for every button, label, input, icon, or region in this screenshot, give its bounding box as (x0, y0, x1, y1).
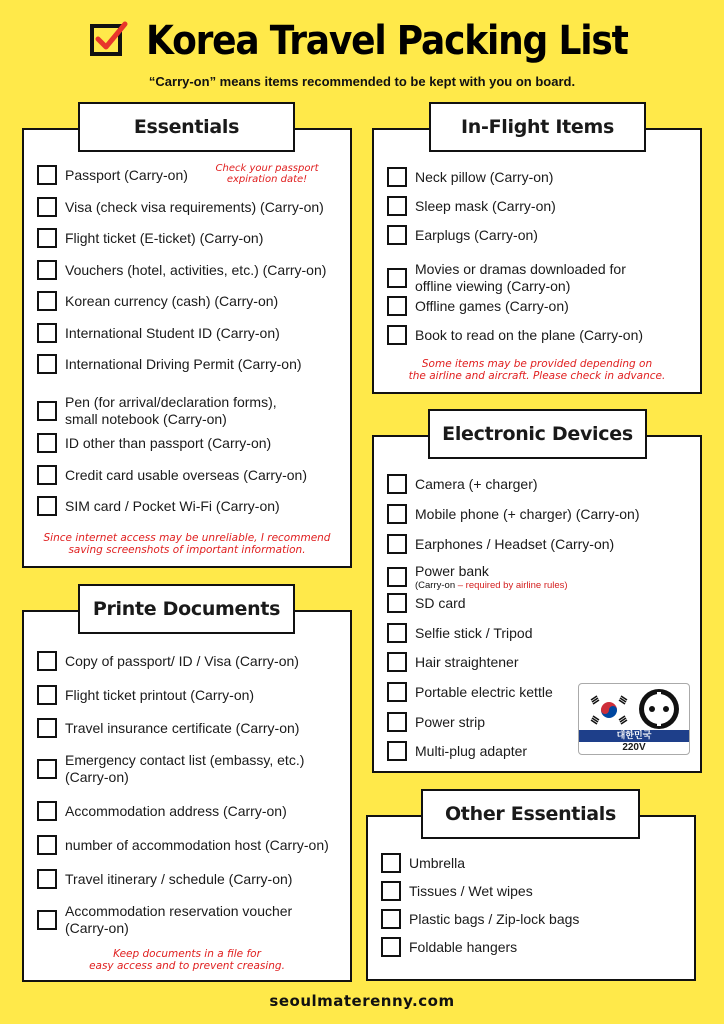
essentials-title: Essentials (78, 102, 295, 152)
item-label: Earphones / Headset (Carry-on) (415, 535, 615, 552)
korea-flag-icon (587, 694, 631, 726)
footer-website[interactable]: seoulmaterenny.com (269, 992, 455, 1010)
list-item[interactable] (381, 937, 694, 957)
essentials-panel (22, 128, 352, 568)
checkbox[interactable] (387, 325, 407, 345)
checkbox[interactable] (37, 401, 57, 421)
item-label: Visa (check visa requirements) (Carry-on) (65, 198, 324, 215)
list-item[interactable] (387, 261, 700, 295)
korea-country-label: 대한민국 (579, 730, 689, 742)
checkbox[interactable] (37, 291, 57, 311)
checkbox[interactable] (387, 593, 407, 613)
list-item[interactable] (37, 197, 350, 217)
checkbox[interactable] (381, 881, 401, 901)
checkbox[interactable] (37, 433, 57, 453)
list-item[interactable] (37, 291, 350, 311)
item-label: International Student ID (Carry-on) (65, 324, 280, 341)
checkbox[interactable] (387, 268, 407, 288)
checkbox[interactable] (387, 474, 407, 494)
checkbox[interactable] (37, 165, 57, 185)
checkbox[interactable] (387, 167, 407, 187)
item-label: Camera (+ charger) (415, 475, 538, 492)
list-item[interactable] (37, 228, 350, 248)
korea-plug-card (578, 683, 690, 755)
checkbox[interactable] (387, 623, 407, 643)
item-label: Plastic bags / Zip-lock bags (409, 910, 580, 927)
item-label: Offline games (Carry-on) (415, 297, 569, 314)
item-label: Korean currency (cash) (Carry-on) (65, 292, 279, 309)
item-label (415, 563, 568, 591)
list-item[interactable] (37, 260, 350, 280)
list-item[interactable] (387, 504, 700, 524)
item-label: Flight ticket printout (Carry-on) (65, 686, 255, 703)
checkbox[interactable] (381, 909, 401, 929)
checkbox[interactable] (37, 354, 57, 374)
list-item[interactable] (381, 909, 694, 929)
checkbox-checked-icon (90, 20, 128, 58)
item-label: Earplugs (Carry-on) (415, 226, 538, 243)
item-label: Sleep mask (Carry-on) (415, 197, 556, 214)
checkbox[interactable] (387, 682, 407, 702)
checkbox[interactable] (37, 759, 57, 779)
type-f-plug-icon (637, 687, 681, 731)
inflight-panel (372, 128, 702, 394)
item-label: Accommodation address (Carry-on) (65, 802, 287, 819)
item-label: ID other than passport (Carry-on) (65, 434, 272, 451)
item-label: Emergency contact list (embassy, etc.) (Carry-on) (65, 752, 305, 785)
documents-panel (22, 610, 352, 982)
list-item[interactable] (37, 496, 350, 516)
checkbox[interactable] (381, 937, 401, 957)
checkbox[interactable] (37, 685, 57, 705)
list-item[interactable] (387, 534, 700, 554)
item-label: Power strip (415, 713, 486, 730)
page-title: Korea Travel Packing List (146, 18, 628, 64)
electronics-title: Electronic Devices (428, 409, 647, 459)
item-label: Accommodation reservation voucher (Carry-on) (65, 903, 293, 936)
list-item[interactable] (37, 323, 350, 343)
power-bank-note-carry: (Carry-on (415, 580, 456, 591)
list-item[interactable] (37, 354, 350, 374)
voltage-label: 220V (622, 742, 646, 753)
item-label: Portable electric kettle (415, 683, 553, 700)
item-label: Passport (Carry-on) (65, 166, 188, 183)
list-item[interactable] (37, 835, 350, 855)
passport-callout: Check your passport expiration date! (215, 163, 319, 185)
page-subtitle: “Carry-on” means items recommended to be kept with you on board. (148, 74, 576, 89)
checkbox[interactable] (37, 496, 57, 516)
list-item[interactable] (37, 903, 350, 937)
list-item[interactable] (37, 685, 350, 705)
item-label: Mobile phone (+ charger) (Carry-on) (415, 505, 640, 522)
checkbox[interactable] (37, 323, 57, 343)
power-bank-note (415, 580, 568, 591)
checkbox[interactable] (37, 260, 57, 280)
documents-title: Printe Documents (78, 584, 295, 634)
checkbox[interactable] (37, 228, 57, 248)
checkbox[interactable] (37, 835, 57, 855)
list-item[interactable] (37, 801, 350, 821)
documents-note: Keep documents in a file for easy access and to prevent creasing. (89, 948, 285, 972)
list-item[interactable] (381, 881, 694, 901)
list-item[interactable] (387, 623, 700, 643)
checkbox[interactable] (387, 225, 407, 245)
item-label: Pen (for arrival/declaration forms), small notebook (Carry-on) (65, 394, 277, 427)
checkbox[interactable] (37, 718, 57, 738)
list-item[interactable] (37, 433, 350, 453)
item-label: Foldable hangers (409, 938, 518, 955)
checkbox[interactable] (387, 741, 407, 761)
checkbox[interactable] (387, 296, 407, 316)
list-item[interactable] (37, 752, 350, 786)
item-label: Selfie stick / Tripod (415, 624, 533, 641)
item-label: Movies or dramas downloaded for offline viewing (Carry-on) (415, 261, 626, 294)
item-label: Umbrella (409, 854, 466, 871)
list-item[interactable] (381, 853, 694, 873)
other-panel (366, 815, 696, 981)
checkbox[interactable] (37, 801, 57, 821)
list-item[interactable] (37, 465, 350, 485)
list-item[interactable] (387, 196, 700, 216)
item-label: Credit card usable overseas (Carry-on) (65, 466, 307, 483)
item-label: Vouchers (hotel, activities, etc.) (Carry-on) (65, 261, 327, 278)
list-item[interactable] (387, 563, 700, 591)
inflight-note: Some items may be provided depending on the airline and aircraft. Please check in advance. (408, 358, 666, 382)
checkbox[interactable] (387, 567, 407, 587)
list-item[interactable] (387, 225, 700, 245)
checkbox[interactable] (381, 853, 401, 873)
checkbox[interactable] (37, 651, 57, 671)
item-label: Multi-plug adapter (415, 742, 528, 759)
item-label: Flight ticket (E-ticket) (Carry-on) (65, 229, 264, 246)
item-label: Hair straightener (415, 653, 519, 670)
list-item[interactable] (387, 296, 700, 316)
list-item[interactable] (387, 474, 700, 494)
checkbox[interactable] (37, 197, 57, 217)
list-item[interactable] (37, 651, 350, 671)
power-bank-note-rule: – required by airline rules) (455, 580, 568, 591)
checkbox[interactable] (387, 504, 407, 524)
item-label: SD card (415, 594, 466, 611)
inflight-title: In-Flight Items (429, 102, 646, 152)
checkbox[interactable] (37, 910, 57, 930)
list-item[interactable] (387, 167, 700, 187)
item-label: Neck pillow (Carry-on) (415, 168, 554, 185)
power-bank-label: Power bank (415, 563, 489, 579)
item-label: SIM card / Pocket Wi-Fi (Carry-on) (65, 497, 280, 514)
checkbox[interactable] (387, 196, 407, 216)
list-item[interactable] (387, 325, 700, 345)
list-item[interactable] (387, 593, 700, 613)
checkbox[interactable] (37, 465, 57, 485)
item-label: International Driving Permit (Carry-on) (65, 355, 302, 372)
list-item[interactable] (37, 718, 350, 738)
other-title: Other Essentials (421, 789, 640, 839)
item-label: Copy of passport/ ID / Visa (Carry-on) (65, 652, 299, 669)
list-item[interactable] (37, 869, 350, 889)
item-label: number of accommodation host (Carry-on) (65, 836, 329, 853)
checkbox[interactable] (37, 869, 57, 889)
item-label: Travel insurance certificate (Carry-on) (65, 719, 300, 736)
essentials-note: Since internet access may be unreliable, I recommend saving screenshots of important information. (43, 532, 331, 556)
checkbox[interactable] (387, 652, 407, 672)
checkbox[interactable] (387, 534, 407, 554)
item-label: Book to read on the plane (Carry-on) (415, 326, 644, 343)
list-item[interactable] (387, 652, 700, 672)
item-label: Tissues / Wet wipes (409, 882, 533, 899)
list-item[interactable] (37, 394, 350, 428)
checkbox[interactable] (387, 712, 407, 732)
item-label: Travel itinerary / schedule (Carry-on) (65, 870, 293, 887)
